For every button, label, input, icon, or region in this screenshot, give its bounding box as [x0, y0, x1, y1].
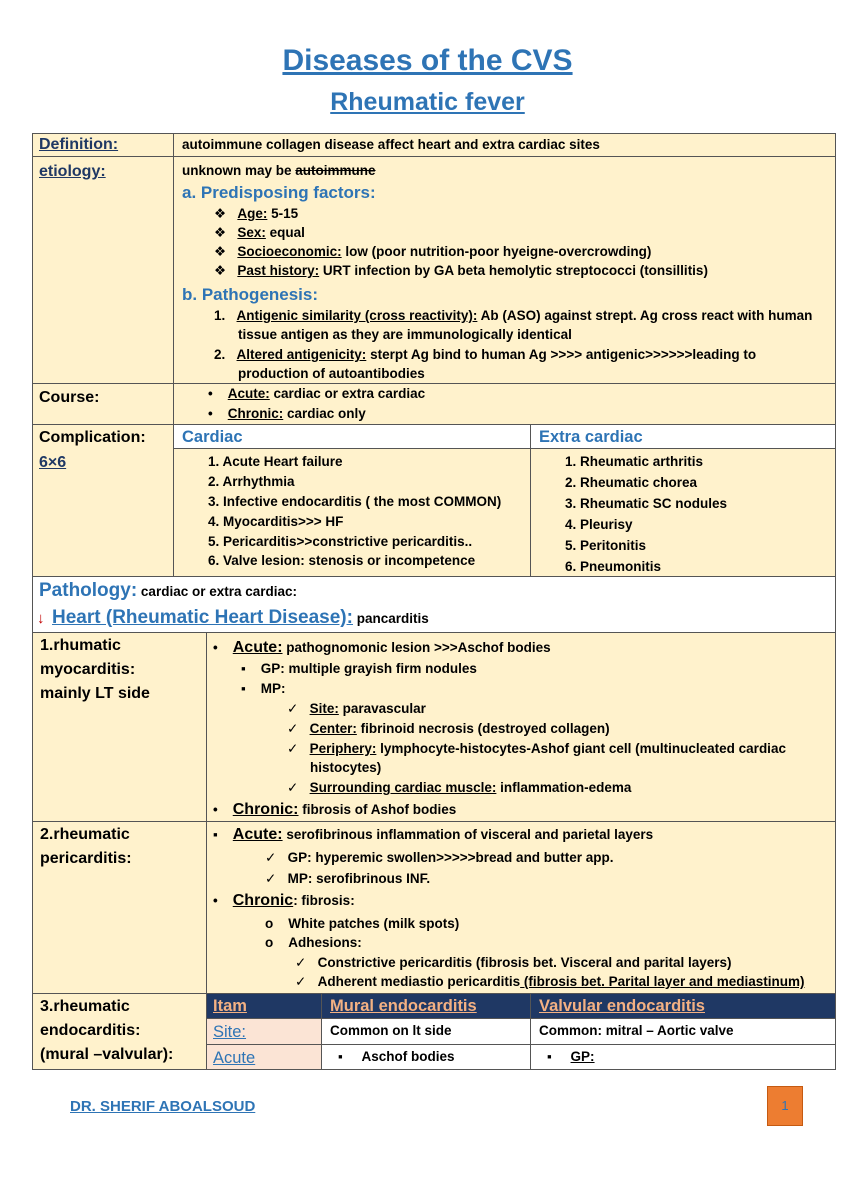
- myocarditis-check: ✓ Center: fibrinoid necrosis (destroyed collagen): [287, 721, 610, 736]
- endo-row-valvular-cell: [530, 1044, 836, 1070]
- factor-age: ❖ Age: 5-15: [214, 206, 299, 221]
- pathogenesis-item-1: 1. Antigenic similarity (cross reactivity): Ab (ASO) against strept. Ag cross react with human: [214, 308, 813, 323]
- page-subtitle: Rheumatic fever: [330, 88, 525, 116]
- myocarditis-check: ✓ Periphery: lymphocyte-histocytes-Ashof giant cell (multinucleated cardiac: [287, 741, 786, 756]
- etiology-content-cell: [173, 156, 836, 384]
- endo-row-item: Site:: [213, 1023, 247, 1041]
- cardiac-item: 6. Valve lesion: stenosis or incompetence: [208, 553, 476, 568]
- pathogenesis-item-2: 2. Altered antigenicity: sterpt Ag bind to human Ag >>>> antigenic>>>>>>leading to: [214, 347, 757, 362]
- pathogenesis-item-2-cont: production of autoantibodies: [238, 366, 425, 381]
- pericarditis-content-cell: [206, 821, 836, 994]
- endo-header-item-text: Itam: [213, 997, 247, 1015]
- extra-cardiac-item: 2. Rheumatic chorea: [565, 475, 698, 490]
- course-acute: • Acute: cardiac or extra cardiac: [208, 386, 426, 401]
- myocarditis-label-cell: [32, 632, 207, 822]
- endo-header-valvular: [530, 993, 836, 1019]
- endo-row-valvular-cell: [530, 1018, 836, 1045]
- pathogenesis-item-1-cont: tissue antigen as they are immunologically identical: [238, 327, 572, 342]
- endo-row-mural-cell: [321, 1044, 531, 1070]
- myocarditis-surrounding: ✓ Surrounding cardiac muscle: inflammation-edema: [287, 780, 632, 795]
- endocarditis-label: (mural –valvular):: [40, 1046, 174, 1063]
- pericarditis-gp: ✓ GP: hyperemic swollen>>>>>bread and butter app.: [265, 850, 614, 865]
- cardiac-item: 1. Acute Heart failure: [208, 454, 343, 469]
- page-number-box: [767, 1086, 803, 1126]
- extra-cardiac-item: 3. Rheumatic SC nodules: [565, 496, 728, 511]
- myocarditis-chronic: • Chronic: fibrosis of Ashof bodies: [213, 801, 457, 818]
- predisposing-heading: a. Predisposing factors:: [182, 183, 376, 202]
- definition-text-cell: [173, 133, 836, 157]
- endo-header-mural: [321, 993, 531, 1019]
- definition-label: Definition:: [39, 136, 119, 153]
- pericarditis-label: 2.rheumatic: [40, 826, 130, 843]
- pericarditis-constrictive: ✓ Constrictive pericarditis (fibrosis bet. Visceral and parital layers): [295, 955, 732, 970]
- extra-cardiac-list-cell: [530, 448, 836, 577]
- etiology-label-cell: [32, 156, 174, 384]
- pathology-line: Pathology: cardiac or extra cardiac:: [39, 580, 298, 601]
- pericarditis-label: pericarditis:: [40, 850, 132, 867]
- cardiac-item: 4. Myocarditis>>> HF: [208, 514, 344, 529]
- extra-cardiac-item: 1. Rheumatic arthritis: [565, 454, 704, 469]
- cardiac-item: 2. Arrhythmia: [208, 474, 295, 489]
- endo-row-mural: ▪ Aschof bodies: [338, 1049, 455, 1064]
- extra-cardiac-heading: Extra cardiac: [539, 428, 643, 446]
- pathology-header-cell: [32, 576, 836, 633]
- endocarditis-label: endocarditis:: [40, 1022, 141, 1039]
- myocarditis-label: mainly LT side: [40, 685, 150, 702]
- complication-label: Complication:: [39, 429, 146, 446]
- page-number: 1: [781, 1098, 789, 1113]
- endo-row-item: Acute: [213, 1049, 256, 1067]
- etiology-intro: unknown may be autoimmune: [182, 163, 376, 178]
- extra-cardiac-item: 4. Pleurisy: [565, 517, 633, 532]
- endo-row-valvular: ▪ GP:: [547, 1049, 595, 1064]
- endocarditis-label: 3.rheumatic: [40, 998, 130, 1015]
- extra-cardiac-header-cell: [530, 424, 836, 449]
- myocarditis-content-cell: [206, 632, 836, 822]
- factor-past-history: ❖ Past history: URT infection by GA beta hemolytic streptococci (tonsillitis): [214, 263, 708, 278]
- heart-line: ↓ Heart (Rheumatic Heart Disease): pancarditis: [37, 607, 429, 628]
- cardiac-heading: Cardiac: [182, 428, 243, 446]
- myocarditis-mp: ▪ MP:: [241, 681, 286, 696]
- definition-label-cell: [32, 133, 174, 157]
- pericarditis-adhesions: o Adhesions:: [265, 935, 362, 950]
- footer-author: DR. SHERIF ABOALSOUD: [70, 1098, 256, 1115]
- myocarditis-check: ✓ Site: paravascular: [287, 701, 426, 716]
- cardiac-header-cell: [173, 424, 531, 449]
- pericarditis-acute: ▪ Acute: serofibrinous inflammation of visceral and parietal layers: [213, 826, 654, 843]
- endo-row-mural-cell: [321, 1018, 531, 1045]
- endocarditis-label-cell: [32, 993, 207, 1070]
- extra-cardiac-item: 6. Pneumonitis: [565, 559, 662, 574]
- complication-sublabel: 6×6: [39, 454, 67, 471]
- extra-cardiac-item: 5. Peritonitis: [565, 538, 647, 553]
- etiology-label: etiology:: [39, 163, 106, 180]
- pathogenesis-heading: b. Pathogenesis:: [182, 285, 319, 304]
- pericarditis-chronic: • Chronic: fibrosis:: [213, 892, 355, 909]
- course-label: Course:: [39, 389, 100, 406]
- pericarditis-white-patches: o White patches (milk spots): [265, 916, 460, 931]
- myocarditis-label: myocarditis:: [40, 661, 136, 678]
- endo-header-mural-text: Mural endocarditis: [330, 997, 477, 1015]
- pericarditis-label-cell: [32, 821, 207, 994]
- cardiac-item: 3. Infective endocarditis ( the most COMMON): [208, 494, 502, 509]
- endo-header-valvular-text: Valvular endocarditis: [539, 997, 705, 1015]
- definition-text: autoimmune collagen disease affect heart and extra cardiac sites: [182, 137, 600, 152]
- cardiac-list-cell: [173, 448, 531, 577]
- endo-header-item: [206, 993, 322, 1019]
- course-chronic: • Chronic: cardiac only: [208, 406, 366, 421]
- course-content-cell: [173, 383, 836, 425]
- page-title: Diseases of the CVS: [282, 44, 573, 77]
- factor-sex: ❖ Sex: equal: [214, 225, 305, 240]
- pericarditis-mp: ✓ MP: serofibrinous INF.: [265, 871, 431, 886]
- myocarditis-acute: • Acute: pathognomonic lesion >>>Aschof bodies: [213, 639, 551, 656]
- endo-row-item-cell: [206, 1044, 322, 1070]
- factor-socioeconomic: ❖ Socioeconomic: low (poor nutrition-poor hyeigne-overcrowding): [214, 244, 652, 259]
- endo-row-valvular: Common: mitral – Aortic valve: [539, 1023, 734, 1038]
- myocarditis-periphery-cont: histocytes): [310, 760, 382, 775]
- endo-row-item-cell: [206, 1018, 322, 1045]
- endo-row-mural: Common on lt side: [330, 1023, 452, 1038]
- pericarditis-adherent: ✓ Adherent mediastio pericarditis (fibrosis bet. Parital layer and mediastinum): [295, 974, 805, 989]
- cardiac-item: 5. Pericarditis>>constrictive pericarditis..: [208, 534, 473, 549]
- myocarditis-gp: ▪ GP: multiple grayish firm nodules: [241, 661, 477, 676]
- course-label-cell: [32, 383, 174, 425]
- complication-label-cell: [32, 424, 174, 577]
- myocarditis-label: 1.rhumatic: [40, 637, 121, 654]
